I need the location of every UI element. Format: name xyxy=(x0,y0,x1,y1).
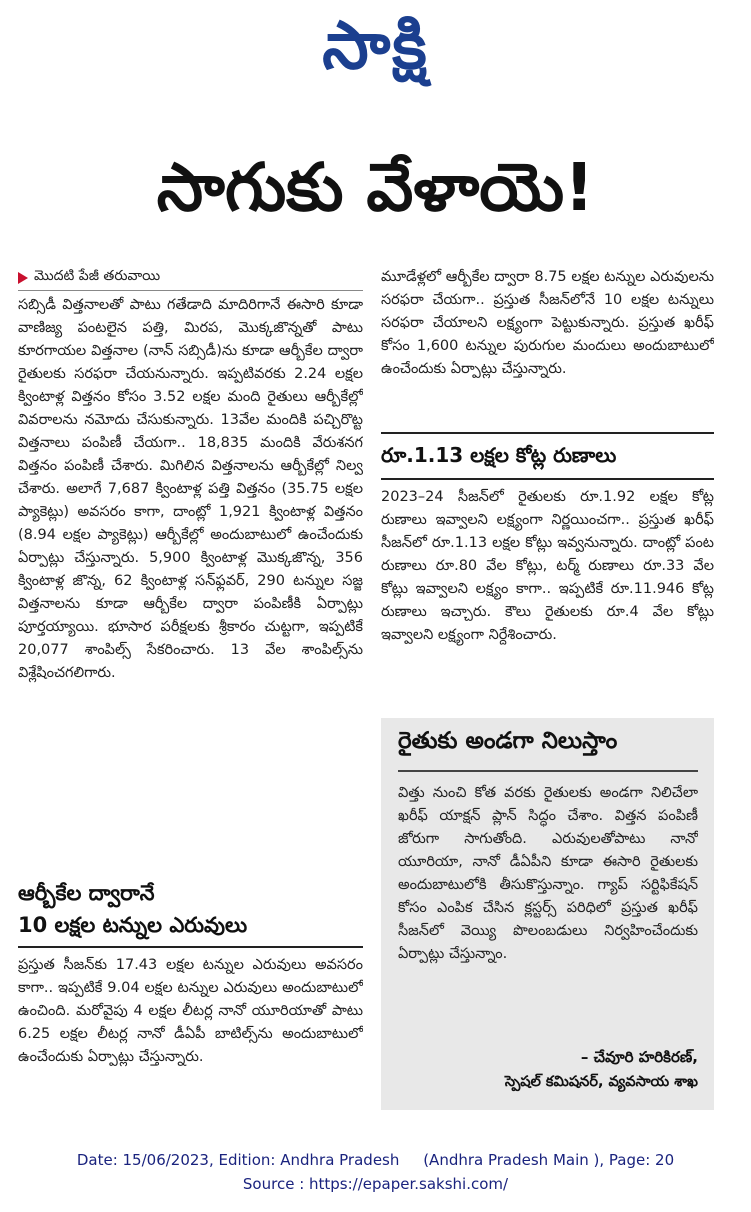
divider xyxy=(381,432,714,434)
sakshi-logo: సాక్షి xyxy=(322,7,429,84)
footer-date-edition: Date: 15/06/2023, Edition: Andhra Pradesh (Andhra Pradesh Main ), Page: 20 xyxy=(76,1151,675,1169)
divider xyxy=(381,478,714,480)
signature-title: స్పెషల్ కమిషనర్, వ్యవసాయ శాఖ xyxy=(504,1074,698,1090)
left-paragraph-1: సబ్సిడీ విత్తనాలతో పాటు గతేడాది మాదిరిగానే ఈసారి కూడా వాణిజ్య పంటలైన పత్తి, మిరప, మొక్కజొన్నతో పాటు కూరగాయల విత్తనాల (నాన్ సబ్సిడీ)ను కూడా ఆర్బీకేల ద్వారా రైతులకు సరఫరా చేయనున్నారు. ఇప్పటివరకు 2.24 లక్షల క్వింటాళ్ల విత్తనం కోసం 3.52 లక్షల మంది రైతులు ఆర్బీకేల్లో వివరాలను నమోదు చేసుకున్నారు. 13వేల మందికి పచ్చిరొట్ట విత్తనాలు పంపిణీ చేయగా.. 18,835 మందికి వేరుశనగ విత్తనం పంపిణీ చేశారు. మిగిలిన విత్తనాలను ఆర్బీకేల్లో నిల్వ చేశారు. అలాగే 7,687 క్వింటాళ్ల పత్తి విత్తనం (35.75 లక్షల ప్యాకెట్లు) అవసరం కాగా, దాంట్లో 1,921 క్వింటాళ్ల విత్తనం (8.94 లక్షల ప్యాకెట్లు) ఆర్బీకేల్లో అందుబాటులో ఉంచేందుకు ఏర్పాట్లు చేస్తున్నారు. 5,900 క్వింటాళ్ల మొక్కజొన్న, 356 క్వింటాళ్ల జొన్న, 62 క్వింటాళ్ల సన్‌ఫ్లవర్, 290 టన్నుల సజ్జ విత్తనాలను కూడా ఆర్బీకేల ద్వారా పంపిణీకి ఏర్పాట్లు పూర్తయ్యాయి. భూసార పరీక్షలకు శ్రీకారం చుట్టగా, ఇప్పటికే 20,077 శాంపిల్స్ సేకరించారు. 13 వేల శాంపిల్స్‌ను విశ్లేషించగలిగారు. xyxy=(18,297,363,681)
left-subhead-1: ఆర్బీకేల ద్వారానే xyxy=(18,881,155,905)
divider xyxy=(18,290,363,291)
footer-source: Source : https://epaper.sakshi.com/ xyxy=(242,1175,509,1193)
quote-box-body: విత్తు నుంచి కోత వరకు రైతులకు అండగా నిలిచేలా ఖరీఫ్ యాక్షన్ ప్లాన్ సిద్ధం చేశాం. విత్తన పంపిణీ జోరుగా సాగుతోంది. ఎరువులతోపాటు నానో యూరియా, నానో డీఏపీని కూడా ఈసారి రైతులకు అందుబాటులోకి తీసుకొస్తున్నాం. గ్యాప్ సర్టిఫికేషన్ కోసం ఎంపిక చేసిన క్లస్టర్స్ పరిధిలో ప్రస్తుత ఖరీఫ్ సీజన్‌లో వెయ్యి పొలంబడులు నిర్వహించేందుకు ఏర్పాట్లు చేస్తున్నాం. xyxy=(398,785,698,962)
divider xyxy=(18,946,363,948)
left-paragraph-2: ప్రస్తుత సీజన్‌కు 17.43 లక్షల టన్నుల ఎరువులు అవసరం కాగా.. ఇప్పటికే 9.04 లక్షల టన్నుల ఎరువులు అందుబాటులో ఉంచింది. మరోవైపు 4 లక్షల లీటర్ల నానో యూరియాతో పాటు 6.25 లక్షల లీటర్ల నానో డీఏపీ బాటిల్స్‌ను అందుబాటులో ఉంచేందుకు ఏర్పాట్లు చేస్తున్నారు. xyxy=(18,957,363,1065)
page-headline: సాగుకు వేళాయె! xyxy=(156,149,595,226)
left-subhead-2: 10 లక్షల టన్నుల ఎరువులు xyxy=(18,913,248,937)
quote-box-heading: రైతుకు అండగా నిలుస్తాం xyxy=(398,728,618,754)
right-paragraph-2: 2023–24 సీజన్‌లో రైతులకు రూ.1.92 లక్షల కోట్ల రుణాలు ఇవ్వాలని లక్ష్యంగా నిర్ణయించగా.. ప్రస్తుత ఖరీఫ్ సీజన్‌లో రూ.1.13 లక్షల కోట్లు ఇవ్వనున్నారు. దాంట్లో పంట రుణాలు రూ.80 వేల కోట్లు, టర్మ్ రుణాలు రూ.33 వేల కోట్లు ఇవ్వాలని లక్ష్యం కాగా.. ఇప్పటికే రూ.11.946 కోట్ల రుణాలు ఇచ్చారు. కౌలు రైతులకు రూ.4 వేల కోట్లు ఇవ్వాలని లక్ష్యంగా నిర్దేశించారు. xyxy=(381,489,714,643)
signature-name: – చేవూరి హరికిరణ్, xyxy=(580,1048,698,1066)
triangle-icon xyxy=(18,272,28,284)
footer xyxy=(0,1148,751,1196)
right-paragraph-1: మూడేళ్లలో ఆర్బీకేల ద్వారా 8.75 లక్షల టన్నుల ఎరువులను సరఫరా చేయగా.. ప్రస్తుత సీజన్‌లోనే 10 లక్షల టన్నులు సరఫరా చేయాలని లక్ష్యంగా పెట్టుకున్నారు. ప్రస్తుత ఖరీఫ్ కోసం 1,600 టన్నుల పురుగుల మందులు అందుబాటులో ఉంచేందుకు ఏర్పాట్లు చేస్తున్నారు. xyxy=(381,269,714,377)
continued-marker xyxy=(18,268,160,287)
divider xyxy=(398,770,698,772)
right-subhead: రూ.1.13 లక్షల కోట్ల రుణాలు xyxy=(381,443,617,467)
continued-label: మొదటి పేజీ తరువాయి xyxy=(34,268,161,284)
